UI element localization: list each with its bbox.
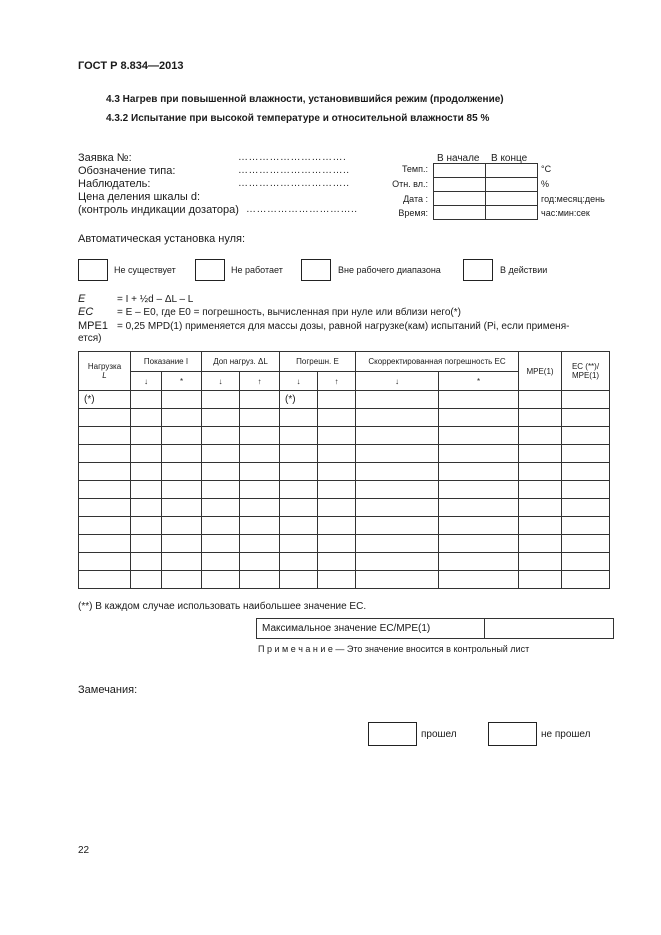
temp-unit: °С — [541, 164, 552, 174]
header-error: Погрешн. E — [280, 352, 356, 372]
arrow-reading-star: * — [162, 372, 202, 391]
option-not-working-checkbox[interactable] — [195, 259, 225, 281]
formula-mpe-line2: ется) — [78, 333, 102, 344]
formula-e-symbol: E — [78, 293, 86, 305]
passed-label: прошел — [421, 729, 457, 740]
arrow-corrected-star: * — [439, 372, 519, 391]
passed-checkbox[interactable] — [368, 722, 417, 746]
conditions-grid — [433, 163, 538, 220]
col-start-header: В начале — [437, 153, 480, 164]
option-not-exist-checkbox[interactable] — [78, 259, 108, 281]
humidity-label: Отн. вл.: — [392, 179, 428, 189]
table-row — [79, 553, 610, 571]
arrow-corrected-down: ↓ — [356, 372, 439, 391]
table-row — [79, 409, 610, 427]
header-mpe: MPE(1) — [519, 352, 562, 391]
summary-table — [256, 618, 614, 639]
zero-setting-title: Автоматическая установка нуля: — [78, 233, 246, 245]
page-number: 22 — [78, 845, 90, 856]
table-footnote: (**) В каждом случае использовать наибольшее значение EC. — [78, 601, 367, 612]
humidity-unit: % — [541, 179, 550, 189]
header-corrected-error: Скорректированная погрешность EC — [356, 352, 519, 372]
application-number-field[interactable]: …………………………. — [238, 152, 347, 163]
scale-division-label: Цена деления шкалы d: — [78, 191, 200, 203]
temp-start-cell[interactable] — [434, 164, 486, 178]
arrow-error-down: ↓ — [280, 372, 318, 391]
table-row — [79, 445, 610, 463]
formula-e: = I + ½d – ΔL – L — [117, 294, 194, 305]
dispenser-control-label: (контроль индикации дозатора) — [78, 204, 239, 216]
max-ratio-label: Максимальное значение EC/MPE(1) — [257, 619, 485, 639]
option-in-action-label: В действии — [500, 265, 548, 275]
table-row — [79, 517, 610, 535]
type-designation-label: Обозначение типа: — [78, 165, 176, 177]
arrow-error-up: ↑ — [318, 372, 356, 391]
table-row — [79, 481, 610, 499]
temp-label: Темп.: — [401, 164, 428, 174]
arrow-add-up: ↑ — [240, 372, 280, 391]
header-add-load: Доп нагруз. ΔL — [202, 352, 280, 372]
date-unit: год:месяц:день — [541, 194, 605, 204]
table-row — [79, 391, 610, 409]
application-number-label: Заявка №: — [78, 152, 132, 164]
table-row — [79, 463, 610, 481]
date-label: Дата : — [403, 194, 428, 204]
table-row — [79, 499, 610, 517]
temp-end-cell[interactable] — [486, 164, 538, 178]
humidity-start-cell[interactable] — [434, 178, 486, 192]
header-load: Нагрузка L — [79, 352, 131, 391]
formula-mpe-symbol: MPE1 — [78, 320, 108, 332]
time-end-cell[interactable] — [486, 206, 538, 220]
standard-header: ГОСТ Р 8.834—2013 — [78, 60, 184, 72]
table-row — [79, 427, 610, 445]
note: П р и м е ч а н и е — Это значение вносится в контрольный лист — [258, 644, 530, 654]
table-row — [79, 535, 610, 553]
arrow-reading-down: ↓ — [131, 372, 162, 391]
subsection-heading: 4.3.2 Испытание при высокой температуре и относительной влажности 85 % — [106, 113, 490, 124]
option-not-exist-label: Не существует — [114, 265, 176, 275]
observer-field[interactable]: ………………………….. — [238, 178, 350, 189]
option-not-working-label: Не работает — [231, 265, 283, 275]
header-reading: Показание I — [131, 352, 202, 372]
humidity-end-cell[interactable] — [486, 178, 538, 192]
time-label: Время: — [398, 208, 428, 218]
max-ratio-value[interactable] — [485, 619, 614, 639]
arrow-add-down: ↓ — [202, 372, 240, 391]
zero-mark-load[interactable]: (*) — [79, 391, 131, 409]
option-out-of-range-label: Вне рабочего диапазона — [338, 265, 441, 275]
remarks-title: Замечания: — [78, 684, 138, 696]
type-designation-field[interactable]: ………………………….. — [238, 165, 350, 176]
option-in-action-checkbox[interactable] — [463, 259, 493, 281]
option-out-of-range-checkbox[interactable] — [301, 259, 331, 281]
formula-ec: = E – E0, где E0 = погрешность, вычисленная при нуле или вблизи него(*) — [117, 307, 461, 318]
dispenser-control-field[interactable]: ………………………….. — [246, 204, 358, 215]
date-end-cell[interactable] — [486, 192, 538, 206]
results-table — [78, 351, 610, 589]
failed-label: не прошел — [541, 729, 591, 740]
date-start-cell[interactable] — [434, 192, 486, 206]
formula-ec-symbol: EC — [78, 306, 94, 318]
header-ratio: EC (**)/ MPE(1) — [562, 352, 610, 391]
observer-label: Наблюдатель: — [78, 178, 151, 190]
zero-mark-error[interactable]: (*) — [280, 391, 318, 409]
time-start-cell[interactable] — [434, 206, 486, 220]
table-row — [79, 571, 610, 589]
section-heading: 4.3 Нагрев при повышенной влажности, установившийся режим (продолжение) — [106, 94, 504, 105]
formula-mpe-line1: = 0,25 MPD(1) применяется для массы дозы, равной нагрузке(кам) испытаний (Pi, если применя- — [117, 321, 570, 332]
failed-checkbox[interactable] — [488, 722, 537, 746]
time-unit: час:мин:сек — [541, 208, 590, 218]
col-end-header: В конце — [491, 153, 528, 164]
